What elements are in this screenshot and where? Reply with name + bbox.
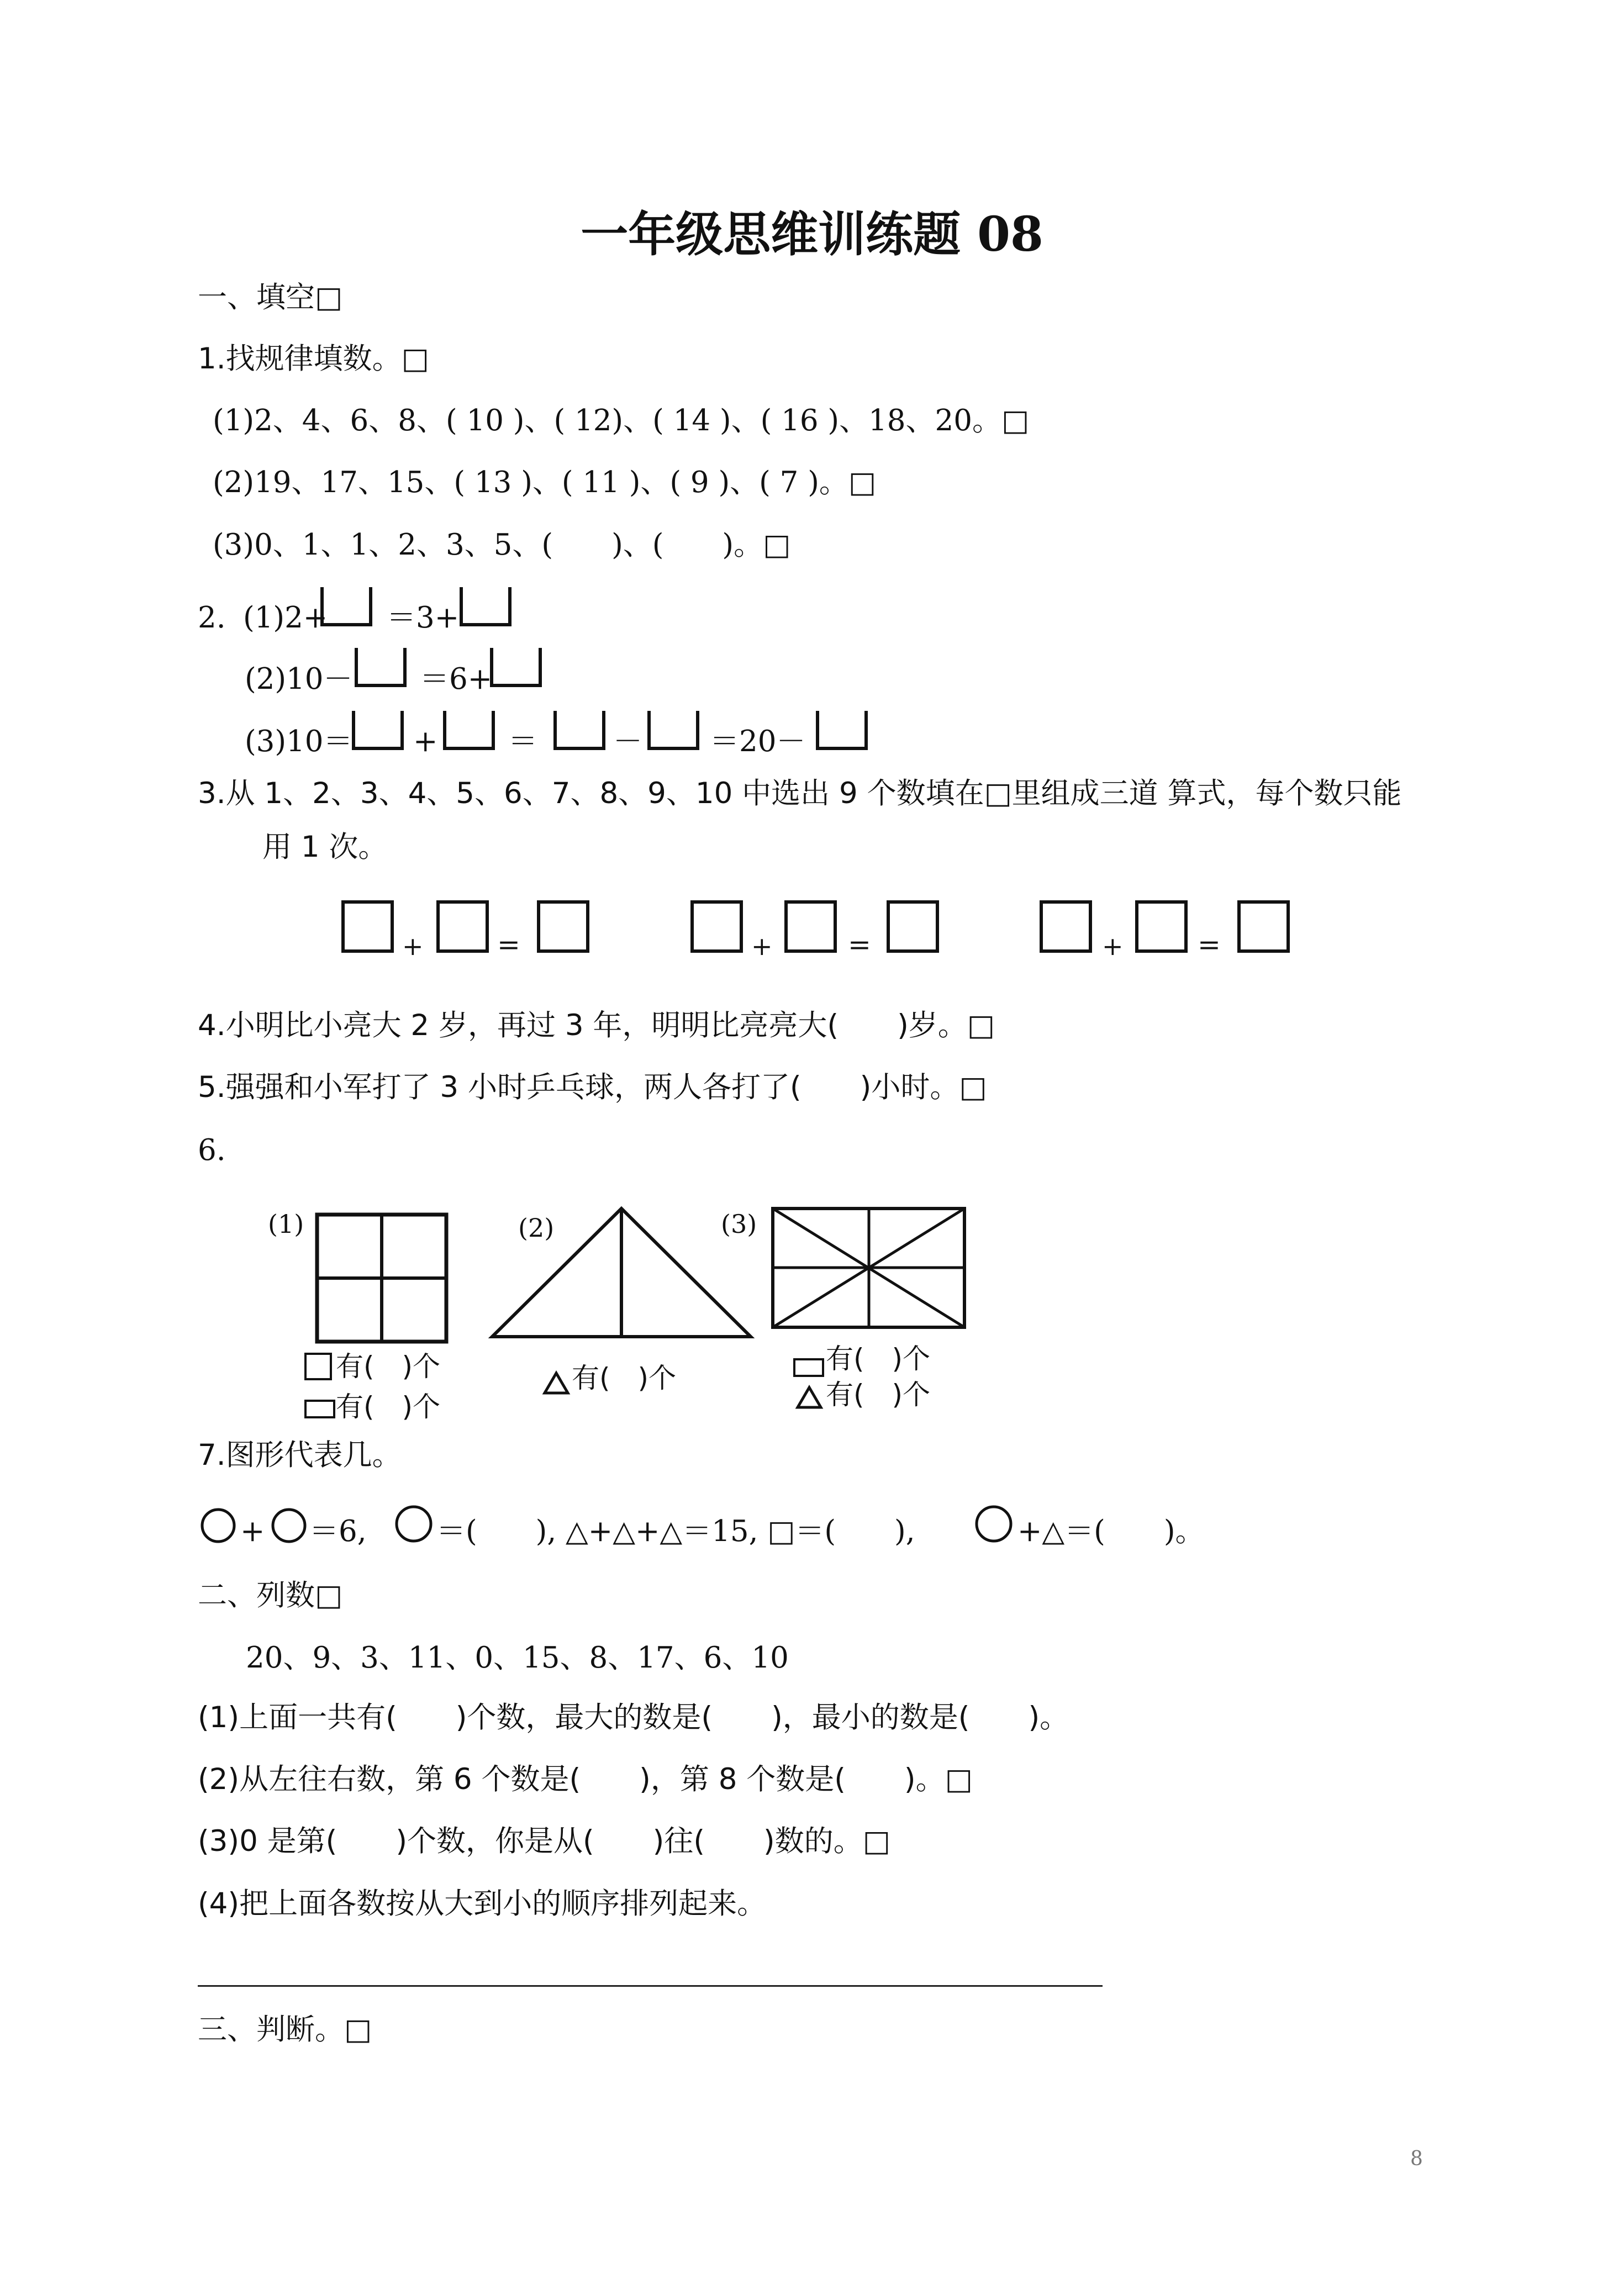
q2-line3-e: ＝20－ [710, 725, 806, 758]
q3-plus: + [751, 931, 773, 961]
rectangle-diagonals-figure [769, 1205, 968, 1332]
square-grid-figure [315, 1212, 453, 1345]
fig1-label: (1) [268, 1209, 304, 1239]
q2-line3-d: － [613, 725, 642, 758]
circle-icon [973, 1503, 1014, 1544]
section3-heading: 三、判断。□ [198, 2013, 372, 2046]
q2-line2-a: (2)10－ [245, 662, 353, 696]
q2-line3-b: + [413, 725, 438, 758]
section2-item-4: (4)把上面各数按从大到小的顺序排列起来。 [198, 1887, 767, 1920]
q7-equals-six: ＝6, [309, 1515, 367, 1548]
q7-circle-plus-triangle: +△＝( )。 [1017, 1515, 1205, 1548]
section2-item-2: (2)从左往右数，第 6 个数是( )，第 8 个数是( )。□ [198, 1763, 973, 1796]
q2-number: 2. [198, 601, 226, 635]
q3-line2: 用 1 次。 [262, 830, 388, 864]
q2-line1-a: (1)2+ [243, 601, 328, 635]
fig3-answer-rectangle: 有( )个 [826, 1343, 931, 1375]
q2-blank-box [646, 708, 702, 752]
q2-line1-b: ＝3+ [387, 601, 460, 635]
q1-item-2: (2)19、17、15、( 13 )、( 11 )、( 9 )、( 7 )。□ [213, 466, 876, 499]
fig1-answer-rectangle: 有( )个 [336, 1391, 441, 1423]
number-list: 20、9、3、11、0、15、8、17、6、10 [246, 1641, 789, 1675]
q3-plus: + [1102, 931, 1124, 961]
q7-circle-triangle-square: ＝( ), △+△+△＝15, □＝( ), [436, 1515, 915, 1548]
page-title: 一年级思维训练题 08 [581, 207, 1043, 262]
answer-line [198, 1985, 1103, 1987]
q1-heading: 1.找规律填数。□ [198, 342, 429, 376]
q2-blank-box [354, 645, 409, 689]
q2-line2-b: ＝6+ [420, 662, 493, 696]
section2-item-1: (1)上面一共有( )个数，最大的数是( )，最小的数是( )。 [198, 1701, 1069, 1734]
q1-item-3: (3)0、1、1、2、3、5、( )、( )。□ [213, 528, 791, 562]
q3-line1: 3.从 1、2、3、4、5、6、7、8、9、10 中选出 9 个数填在□里组成三道 算式，每个数只能 [198, 777, 1402, 810]
q3-equals: = [1198, 928, 1221, 961]
section2-heading: 二、列数□ [198, 1579, 343, 1612]
q2-line3-c: ＝ [508, 725, 537, 758]
rectangle-icon [793, 1358, 826, 1380]
section2-item-3: (3)0 是第( )个数，你是从( )往( )数的。□ [198, 1824, 890, 1858]
q3-answer-box [690, 900, 743, 953]
fig2-label: (2) [518, 1213, 555, 1243]
q2-blank-box [458, 584, 514, 629]
q1-item-1: (1)2、4、6、8、( 10 )、( 12)、( 14 )、( 16 )、18、20。□ [213, 404, 1030, 437]
circle-icon [270, 1506, 308, 1545]
q3-answer-box [1237, 900, 1290, 953]
square-icon [304, 1352, 334, 1382]
fig2-answer-triangle: 有( )个 [572, 1362, 677, 1394]
triangle-figure [489, 1205, 754, 1341]
fig3-label: (3) [721, 1209, 757, 1239]
q2-blank-box [442, 708, 497, 752]
q3-answer-box [537, 900, 589, 953]
q7-plus: + [240, 1515, 265, 1548]
q3-answer-box [436, 900, 489, 953]
page-number: 8 [1410, 2147, 1423, 2170]
q3-answer-box [1040, 900, 1092, 953]
triangle-icon [542, 1371, 570, 1395]
q3-plus: + [402, 931, 424, 961]
triangle-icon [795, 1385, 823, 1410]
q3-answer-box [1135, 900, 1188, 953]
q3-equals: = [497, 928, 520, 961]
fig3-answer-triangle: 有( )个 [826, 1379, 931, 1411]
q5: 5.强强和小军打了 3 小时乒乓球，两人各打了( )小时。□ [198, 1070, 987, 1104]
q4: 4.小明比小亮大 2 岁，再过 3 年，明明比亮亮大( )岁。□ [198, 1009, 995, 1042]
q3-answer-box [784, 900, 837, 953]
section1-heading: 一、填空□ [198, 281, 343, 314]
q2-blank-box [489, 645, 544, 689]
rectangle-icon [304, 1399, 337, 1421]
q2-blank-box [351, 708, 406, 752]
q2-blank-box [319, 584, 375, 629]
circle-icon [199, 1506, 238, 1545]
circle-icon [393, 1503, 434, 1544]
q2-line3-a: (3)10＝ [245, 725, 353, 758]
q2-blank-box [815, 708, 870, 752]
q2-blank-box [552, 708, 608, 752]
fig1-answer-square: 有( )个 [336, 1350, 441, 1383]
q3-equals: = [848, 928, 871, 961]
q3-answer-box [341, 900, 394, 953]
q6-number: 6. [198, 1133, 226, 1167]
q3-answer-box [887, 900, 939, 953]
q7-heading: 7.图形代表几。 [198, 1438, 402, 1472]
